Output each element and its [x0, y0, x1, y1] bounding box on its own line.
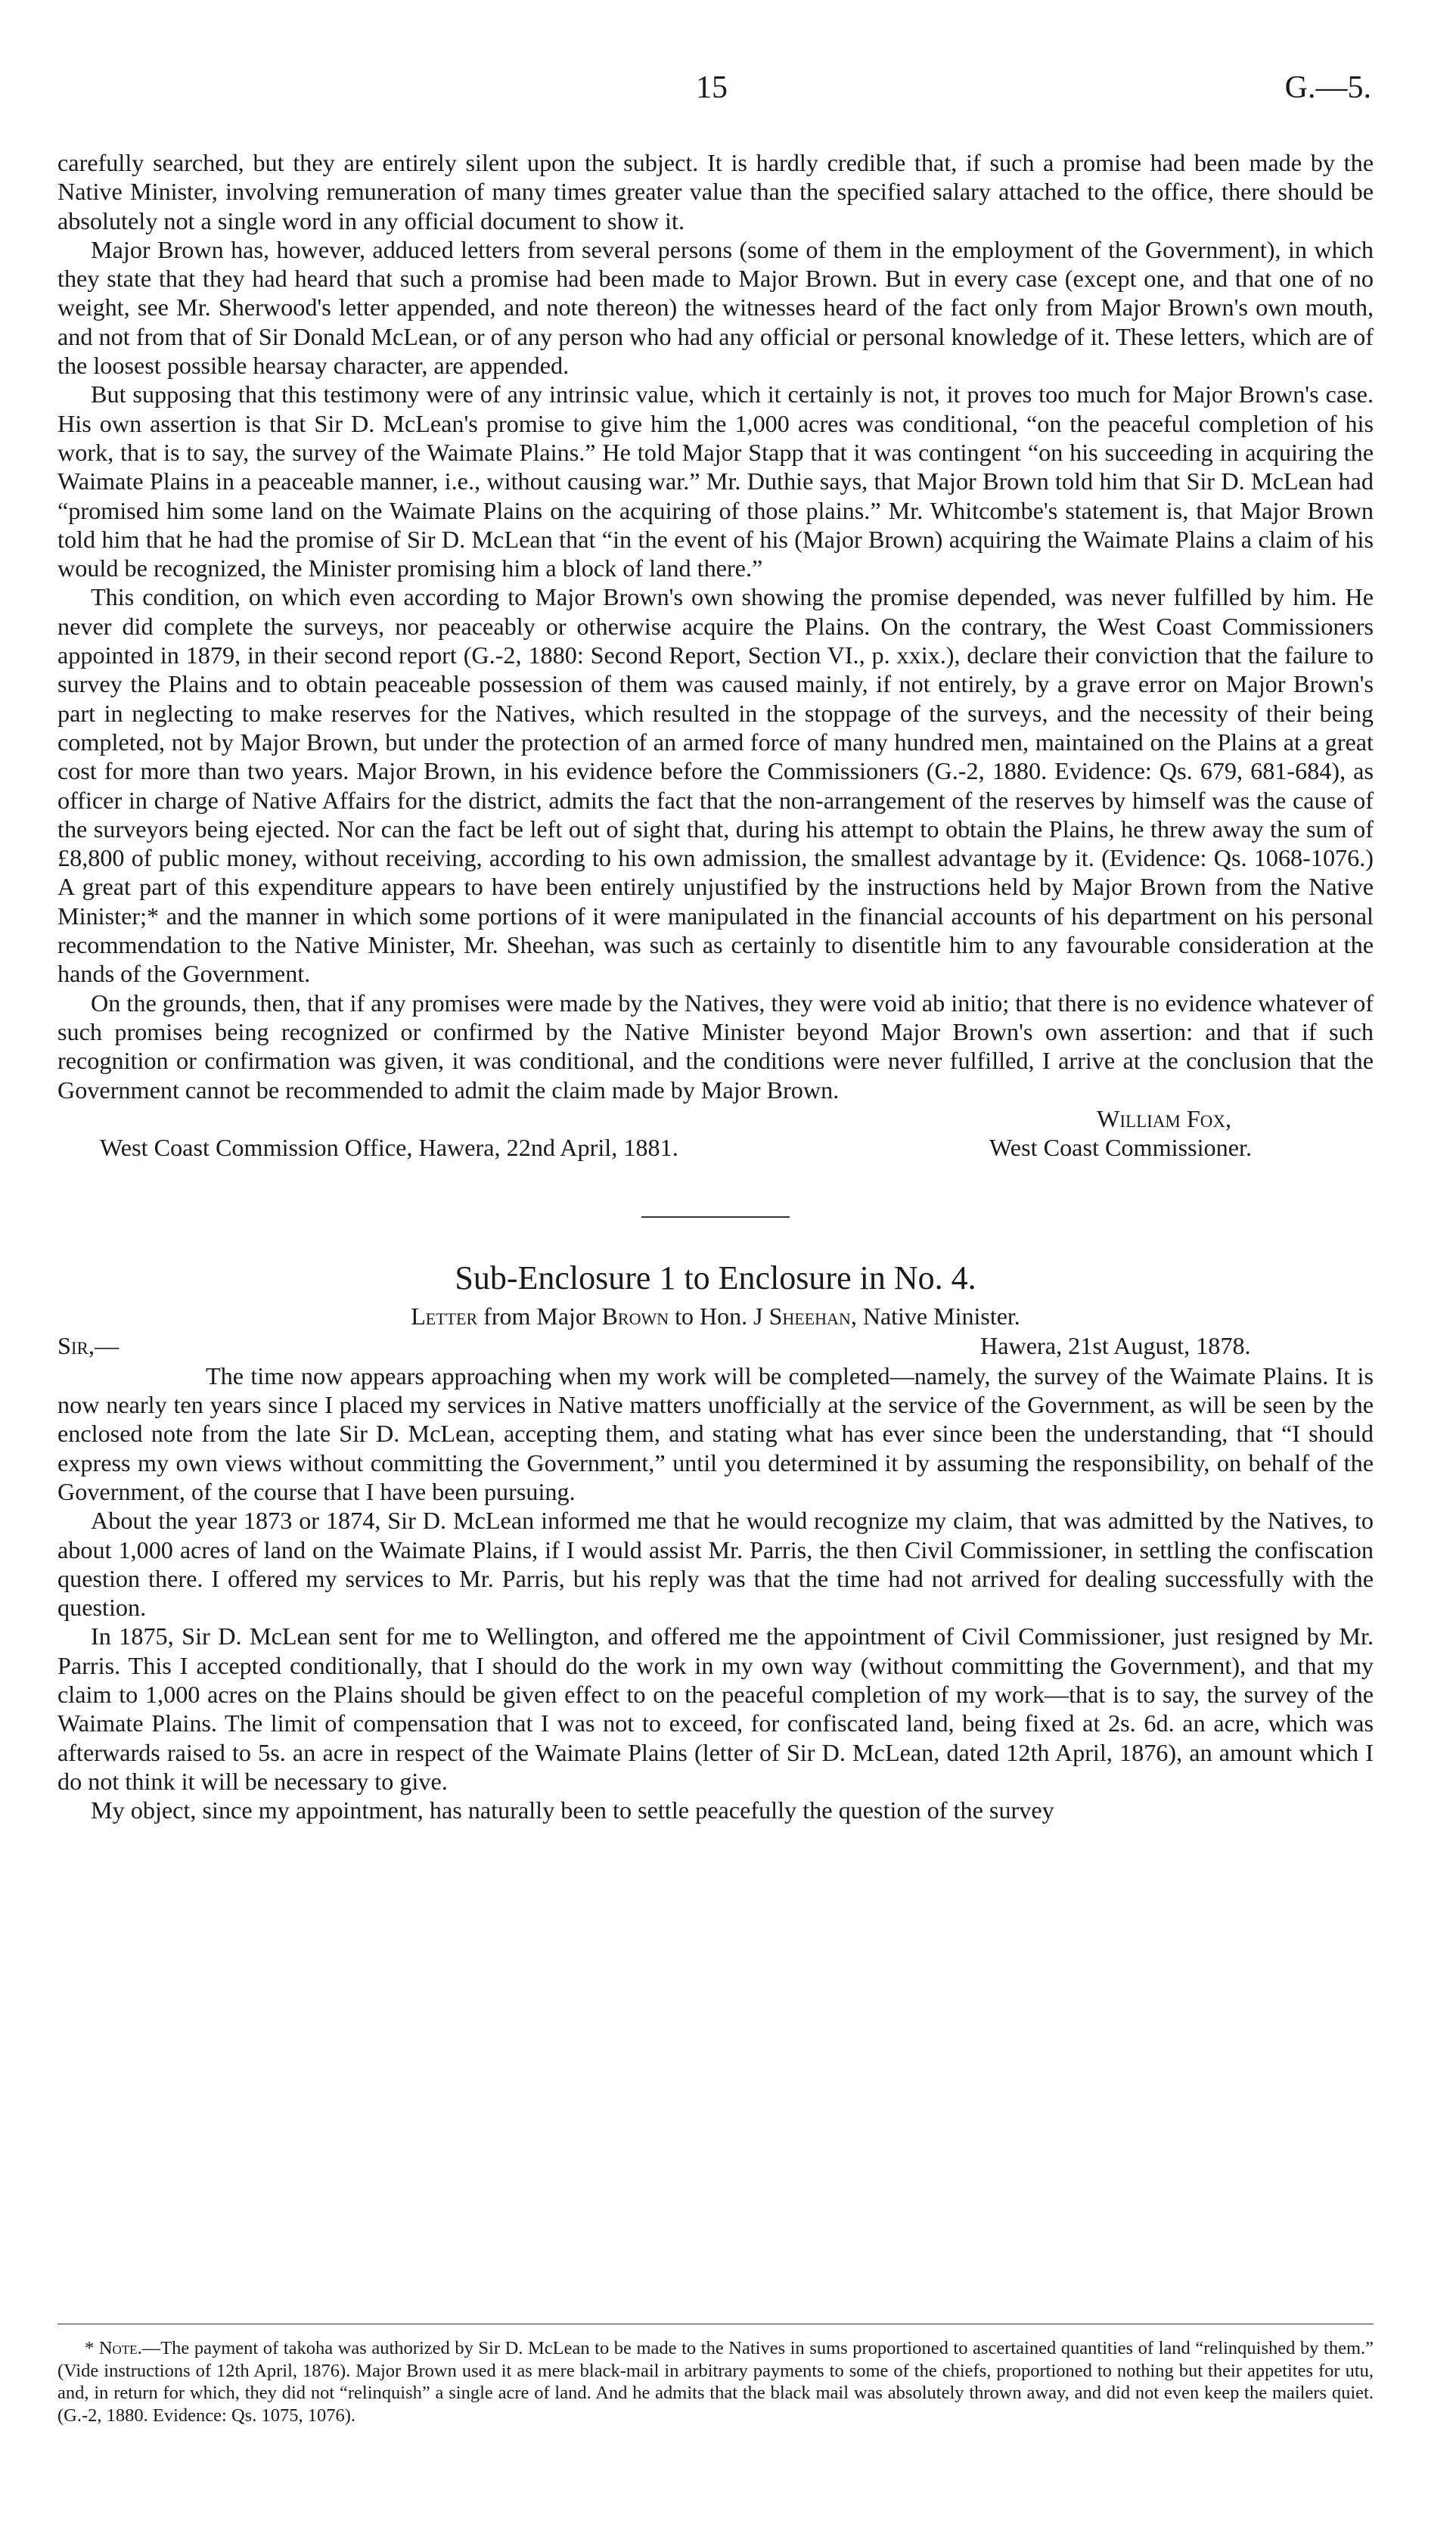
- letter-author: Brown: [601, 1302, 669, 1330]
- main-text: [57, 148, 1374, 1825]
- salutation: Sir,—: [57, 1331, 120, 1359]
- paragraph: On the grounds, then, that if any promises were made by the Natives, they were void ab initio; that there is no evidence whatever of such promises being recognized or confirmed by the Native Minister beyond Major Brown's own assertion: and that if such recognition or confirmation was given, it was conditional, and the conditions were never fulfilled, I arrive at the conclusion that the Government cannot be recommended to admit the claim made by Major Brown.: [57, 989, 1374, 1104]
- paragraph: Major Brown has, however, adduced letters from several persons (some of them in the employment of the Government), in which they state that they had heard that such a promise had been made to Major Brown. But in every case (except one, and that one of no weight, see Mr. Sherwood's letter appended, and note thereon) the witnesses heard of the fact only from Major Brown's own mouth, and not from that of Sir Donald McLean, or of any person who had any official or personal knowledge of it. These letters, which are of the loosest possible hearsay character, are appended.: [57, 235, 1374, 380]
- paper-code: G.—5.: [1284, 70, 1371, 105]
- signature-name: William Fox,: [1097, 1104, 1232, 1132]
- salutation-row: [57, 1331, 1374, 1361]
- paragraph: But supposing that this testimony were of any intrinsic value, which it certainly is not, it proves too much for Major Brown's case. His own assertion is that Sir D. McLean's promise to give him the 1,000 acres was conditional, “on the peaceful completion of his work, that is to say, the survey of the Waimate Plains.” He told Major Stapp that it was contingent “on his succeeding in acquiring the Waimate Plains in a peaceable manner, i.e., without causing war.” Mr. Duthie says, that Major Brown told him that Sir D. McLean had “promised him some land on the Waimate Plains on the acquiring of those plains.” Mr. Whitcombe's statement is, that Major Brown told him that he had the promise of Sir D. McLean that “in the event of his (Major Brown) acquiring the Waimate Plains a claim of his would be recognized, the Minister promising him a block of land there.”: [57, 380, 1374, 582]
- letter-dateline: Hawera, 21st August, 1878.: [980, 1331, 1251, 1359]
- signature-office: West Coast Commission Office, Hawera, 22nd April, 1881.: [100, 1133, 678, 1161]
- signature-block: [57, 1104, 1374, 1163]
- letter-paragraph: About the year 1873 or 1874, Sir D. McLean informed me that he would recognize my claim, that was admitted by the Natives, to about 1,000 acres of land on the Waimate Plains, if I would assist Mr. Parris, the then Civil Commissioner, in settling the confiscation question there. I offered my services to Mr. Parris, but his reply was that the time had not arrived for dealing successfully with the question.: [57, 1507, 1374, 1622]
- letter-recipient: Sheehan,: [768, 1302, 857, 1330]
- paragraph: carefully searched, but they are entirely silent upon the subject. It is hardly credible that, if such a promise had been made by the Native Minister, involving remuneration of many times greater value than the specified salary attached to the office, there should be absolutely not a single word in any official document to show it.: [57, 149, 1374, 234]
- letter-to: to Hon. J: [675, 1302, 763, 1330]
- letter-recipient-role: Native Minister.: [862, 1302, 1020, 1330]
- letter-paragraph: In 1875, Sir D. McLean sent for me to Wellington, and offered me the appointment of Civil Commissioner, just resigned by Mr. Parris. This I accepted conditionally, that I should do the work in my own way (without committing the Government), and that my claim to 1,000 acres on the Plains should be given effect to on the peaceful completion of my work—that is to say, the survey of the Waimate Plains. The limit of compensation that I was not to exceed, for confiscated land, being fixed at 2s. 6d. an acre, which was afterwards raised to 5s. an acre in respect of the Waimate Plains (letter of Sir D. McLean, dated 12th April, 1876), an amount which I do not think it will be necessary to give.: [57, 1622, 1374, 1795]
- footnote-text: —The payment of takoha was authorized by Sir D. McLean to be made to the Natives in sums proportioned to ascertained quantities of land “relinquished by them.” (Vide instructions of 12th April, 1876). Major Brown used it as mere black-mail in arbitrary payments to some of the chiefs, proportioned to nothing but their appetites for utu, and, in return for which, they did not “relinquish” a single acre of land. And he admits that the black mail was absolutely thrown away, and did not even keep the mailers quiet. (G.-2, 1880. Evidence: Qs. 1075, 1076).: [57, 2338, 1374, 2426]
- section-divider: [641, 1216, 790, 1218]
- signature-title: West Coast Commissioner.: [989, 1133, 1253, 1161]
- page-number: 15: [696, 70, 728, 105]
- letter-heading: [57, 1301, 1374, 1331]
- letter-from: from Major: [483, 1302, 596, 1330]
- paragraph: This condition, on which even according to Major Brown's own showing the promise depended, was never fulfilled by him. He never did complete the surveys, nor peaceably or otherwise acquire the Plains. On the contrary, the West Coast Commissioners appointed in 1879, in their second report (G.-2, 1880: Second Report, Section VI., p. xxix.), declare their conviction that the failure to survey the Plains and to obtain peaceable possession of them was caused mainly, if not entirely, by a grave error on Major Brown's part in neglecting to make reserves for the Natives, which resulted in the stoppage of the surveys, and the necessity of their being completed, not by Major Brown, but under the protection of an armed force of many hundred men, maintained on the Plains at a great cost for more than two years. Major Brown, in his evidence before the Commissioners (G.-2, 1880. Evidence: Qs. 679, 681-684), as officer in charge of Native Affairs for the district, admits the fact that the non-arrangement of the reserves by himself was the cause of the surveyors being ejected. Nor can the fact be left out of sight that, during his attempt to obtain the Plains, he threw away the sum of £8,800 of public money, without receiving, according to his own admission, the smallest advantage by it. (Evidence: Qs. 1068-1076.) A great part of this expenditure appears to have been entirely unjustified by the instructions held by Major Brown from the Native Minister;* and the manner in which some portions of it were manipulated in the financial accounts of his department on his personal recommendation to the Native Minister, Mr. Sheehan, was such as certainly to disentitle him to any favourable consideration at the hands of the Government.: [57, 583, 1374, 988]
- letter-paragraph: My object, since my appointment, has naturally been to settle peacefully the question of the survey: [91, 1796, 1054, 1824]
- page-header: [0, 70, 1456, 115]
- sub-enclosure-title: Sub-Enclosure 1 to Enclosure in No. 4.: [455, 1259, 976, 1296]
- footnote-head: * Note.: [85, 2338, 142, 2358]
- letter-word: Letter: [411, 1302, 478, 1330]
- footnote: [57, 2337, 1374, 2426]
- letter-paragraph: The time now appears approaching when my work will be completed—namely, the survey of the Waimate Plains. It is now nearly ten years since I placed my services in Native matters unofficially at the service of the Government, as will be seen by the enclosed note from the late Sir D. McLean, accepting them, and stating what has ever since been the understanding, that “I should express my own views without committing the Government,” until you determined it by assuming the responsibility, on behalf of the Government, of the course that I have been pursuing.: [57, 1361, 1374, 1505]
- scan-speck: [1259, 2507, 1267, 2515]
